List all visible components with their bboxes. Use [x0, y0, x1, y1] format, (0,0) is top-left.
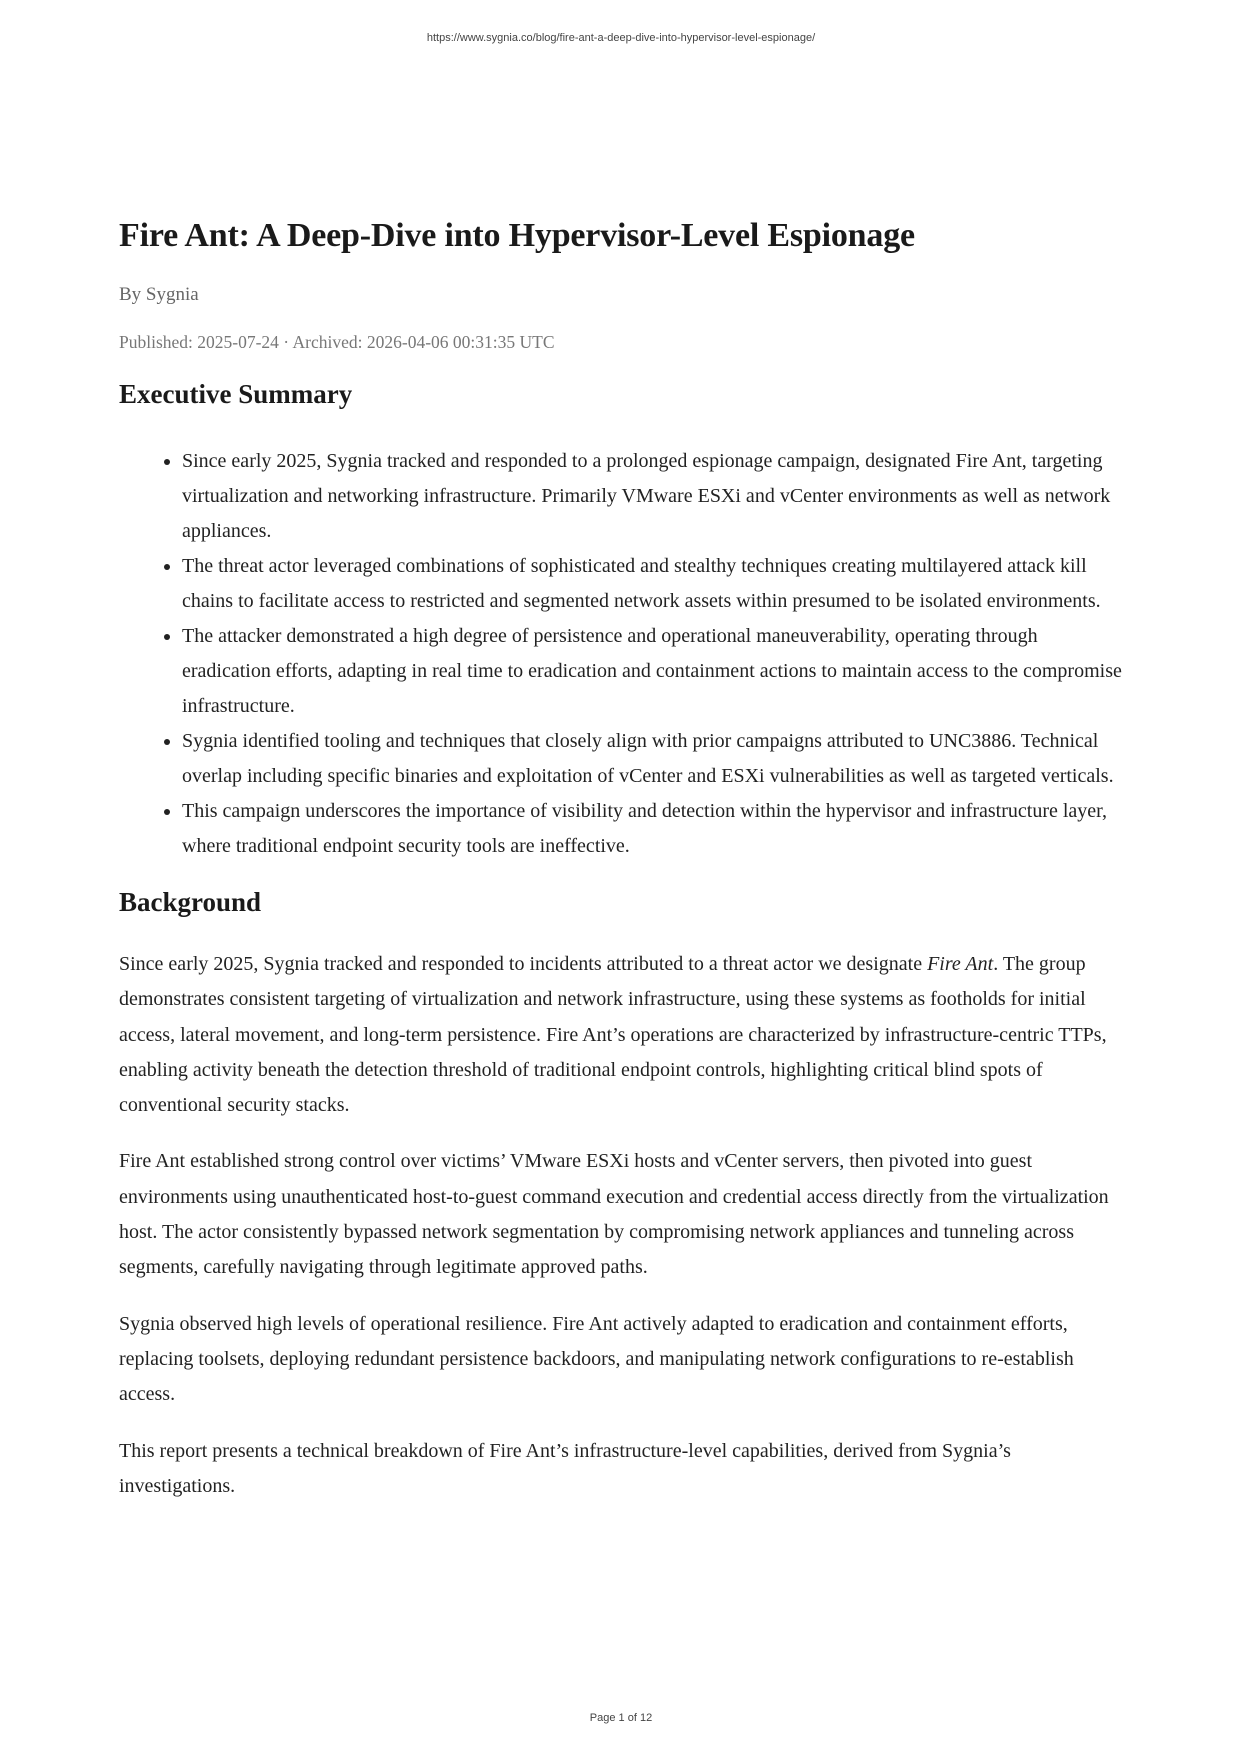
article-meta: Published: 2025-07-24 · Archived: 2026-04-06 00:31:35 UTC: [119, 332, 555, 352]
article-byline: By Sygnia: [119, 284, 199, 305]
page-number: Page 1 of 12: [589, 1712, 653, 1724]
article: [119, 208, 1125, 1504]
list-item: • Since early 2025, Sygnia tracked and responded to a prolonged espionage campaign, designated Fire Ant, targeting virtualization and networking infrastructure. Primarily VMware ESXi and vCenter environments as well as network appliances.: [182, 444, 1125, 549]
background-paragraph-3: Sygnia observed high levels of operational resilience. Fire Ant actively adapted to eradication and containment efforts, replacing toolsets, deploying redundant persistence backdoors, and manipulating network configurations to re-establish access.: [119, 1312, 1074, 1406]
background-section: [119, 884, 1125, 1504]
executive-summary-section: [119, 376, 1125, 864]
list-item: • The attacker demonstrated a high degree of persistence and operational maneuverability, operating through eradication efforts, adapting in real time to eradication and containment actions to maintain access to the compromise infrastructure.: [182, 619, 1125, 724]
list-item: • The threat actor leveraged combinations of sophisticated and stealthy techniques creating multilayered attack kill chains to facilitate access to restricted and segmented network assets within presumed to be isolated environments.: [182, 549, 1125, 619]
emphasis-fire-ant: Fire Ant: [927, 953, 994, 975]
page-url-header: https://www.sygnia.co/blog/fire-ant-a-deep-dive-into-hypervisor-level-espionage/: [426, 32, 816, 44]
background-paragraph-4: This report presents a technical breakdown of Fire Ant’s infrastructure-level capabilities, derived from Sygnia’s investigations.: [119, 1439, 1011, 1497]
executive-summary-list: [119, 444, 1125, 864]
article-title: Fire Ant: A Deep-Dive into Hypervisor-Level Espionage: [119, 217, 915, 254]
background-paragraph-1: [119, 947, 1125, 1123]
background-heading: Background: [119, 887, 262, 917]
paragraph-text: . The group demonstrates consistent targeting of virtualization and network infrastructure, using these systems as footholds for initial access, lateral movement, and long-term persistence. Fire Ant’s operations are characterized by infrastructure-centric TTPs, enabling activity beneath the detection threshold of traditional endpoint controls, highlighting critical blind spots of conventional security stacks.: [119, 953, 1107, 1117]
paragraph-text: Since early 2025, Sygnia tracked and responded to incidents attributed to a threat actor we designate: [119, 953, 928, 975]
background-paragraph-2: Fire Ant established strong control over victims’ VMware ESXi hosts and vCenter servers, then pivoted into guest environments using unauthenticated host-to-guest command execution and credential access directly from the virtualization host. The actor consistently bypassed network segmentation by compromising network appliances and tunneling across segments, carefully navigating through legitimate approved paths.: [119, 1150, 1109, 1279]
list-item: • This campaign underscores the importance of visibility and detection within the hypervisor and infrastructure layer, where traditional endpoint security tools are ineffective.: [182, 794, 1125, 864]
executive-summary-heading: Executive Summary: [119, 379, 353, 409]
list-item: • Sygnia identified tooling and techniques that closely align with prior campaigns attributed to UNC3886. Technical overlap including specific binaries and exploitation of vCenter and ESXi vulnerabilities as well as targeted verticals.: [182, 724, 1125, 794]
